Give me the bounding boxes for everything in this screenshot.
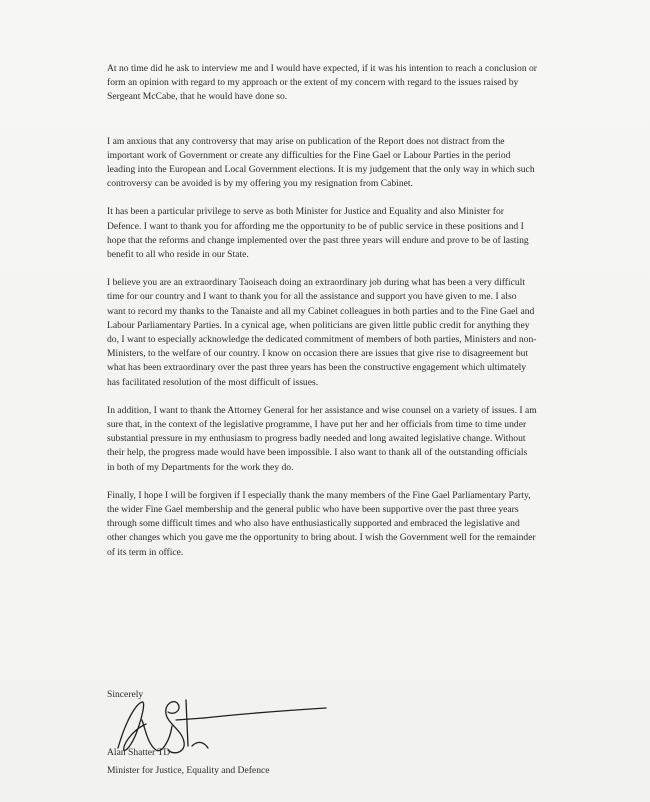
signatory-name: Alan Shatter TD [107,747,171,758]
letter-body [107,62,537,560]
signatory-title: Minister for Justice, Equality and Defence [107,765,270,776]
paragraph-thanks-taoiseach: I believe you are an extraordinary Taoiseach doing an extraordinary job during what has been a very difficult time for our country and I want to thank you for all the assistance and support you have given to me. I also want to record my thanks to the Tanaiste and all my Cabinet colleagues in both parties and to the Fine Gael and Labour Parliamentary Parties. In a cynical age, when politicians are given little public credit for anything they do, I want to especially acknowledge the dedicated commitment of members of both parties, Ministers and non-Ministers, to the welfare of our country. I know on occasion there are issues that give rise to disagreement but what has been extraordinary over the past three years has been the constructive engagement which ultimately has facilitated resolution of the most difficult of issues. [107,277,537,388]
paragraph-controversy: I am anxious that any controversy that may arise on publication of the Report does not distract from the important work of Government or create any difficulties for the Fine Gael or Labour Parties in the period leading into the European and Local Government elections. It is my judgement that the only way in which such controversy can be avoided is by my offering you my resignation from Cabinet. [107,135,535,190]
paragraph-privilege: It has been a particular privilege to serve as both Minister for Justice and Equality and also Minister for Defence. I want to thank you for affording me the opportunity to be of public service in these positions and I hope that the reforms and change implemented over the past three years will endure and prove to be of lasting benefit to all who reside in our State. [107,206,529,261]
closing-salutation: Sincerely [107,689,144,700]
paragraph-interview: At no time did he ask to interview me and I would have expected, if it was his intention to reach a conclusion or form an opinion with regard to my approach or the extent of my concern with regard to the issues raised by Sergeant McCabe, that he would have done so. [107,63,538,103]
paragraph-attorney-general: In addition, I want to thank the Attorney General for her assistance and wise counsel on a variety of issues. I am sure that, in the context of the legislative programme, I have put her and her officials from time to time under substantial pressure in my enthusiasm to progress badly needed and long awaited legislative change. Without their help, the progress made would have been impossible. I also want to thank all of the outstanding officials in both of my Departments for the work they do. [107,404,537,473]
paragraph-finally: Finally, I hope I will be forgiven if I especially thank the many members of the Fine Gael Parliamentary Party, the wider Fine Gael membership and the general public who have been supportive over the past three years through some difficult times and who also have enthusiastically supported and embraced the legislative and other changes which you gave me the opportunity to bring about. I wish the Government well for the remainder of its term in office. [107,489,536,558]
